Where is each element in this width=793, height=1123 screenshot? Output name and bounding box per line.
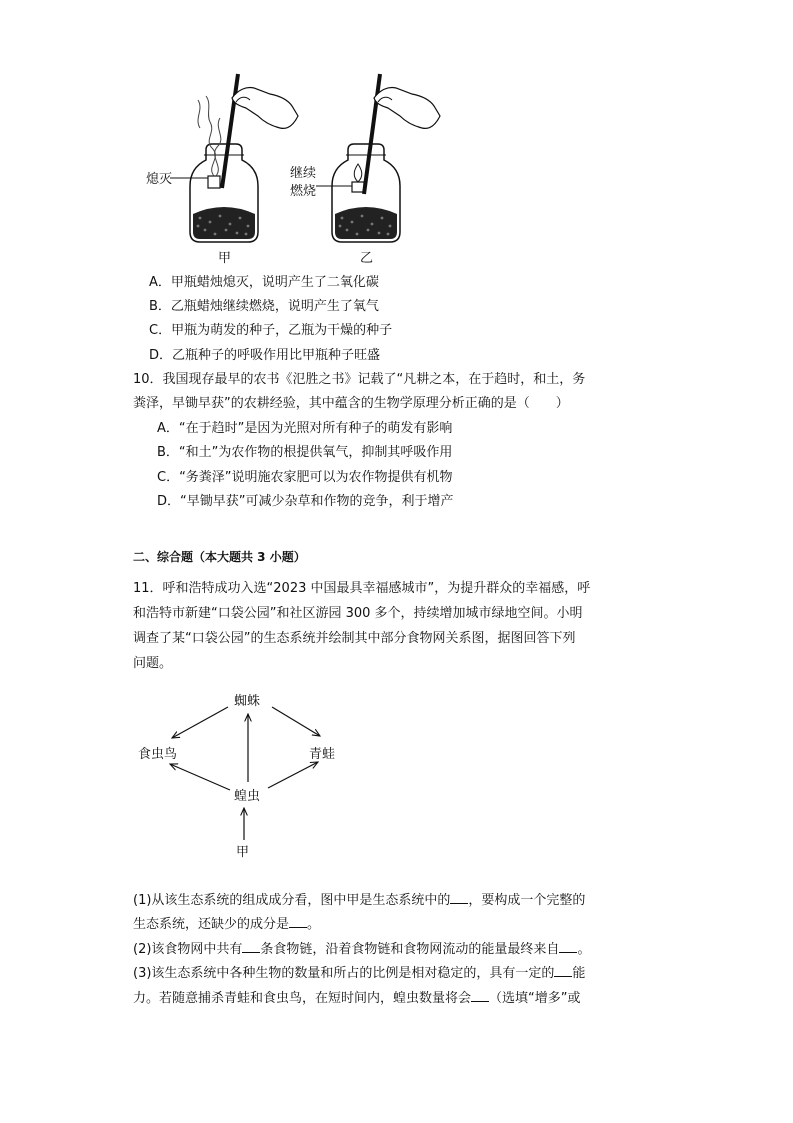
- node-locust: 蝗虫: [234, 789, 261, 804]
- section-heading: 二、综合题（本大题共 3 小题）: [133, 550, 306, 564]
- q11-sub1-text-b: ，要构成一个完整的: [468, 893, 586, 908]
- arrow-locust-to-bird: [170, 764, 230, 790]
- arrow-locust-to-frog: [268, 762, 318, 788]
- answer-blank-4[interactable]: [559, 939, 577, 953]
- q11-sub3-line1: [133, 963, 585, 983]
- q9-option-a: A．甲瓶蜡烛熄灭，说明产生了二氧化碳: [149, 275, 379, 290]
- answer-blank-1[interactable]: [450, 890, 468, 904]
- q11-sub3-text-a: (3)该生态系统中各种生物的数量和所占的比例是相对稳定的，具有一定的: [133, 966, 555, 981]
- callout-left-label: 熄灭: [146, 172, 173, 187]
- q11-sub3-text-d: （选填“增多”或: [489, 991, 581, 1006]
- answer-blank-5[interactable]: [554, 963, 572, 977]
- q11-stem-line3: 调查了某“口袋公园”的生态系统并绘制其中部分食物网关系图，据图回答下列: [133, 631, 576, 646]
- node-jia: 甲: [236, 845, 250, 860]
- q11-sub2-text-c: 。: [577, 942, 591, 957]
- q11-sub1-text-d: 。: [307, 917, 321, 932]
- q10-stem-line2: 粪泽，早锄早获”的农耕经验，其中蕴含的生物学原理分析正确的是（ ）: [133, 396, 569, 411]
- q11-stem-line4: 问题。: [133, 656, 173, 671]
- q11-sub3-text-c: 力。若随意捕杀青蛙和食虫鸟，在短时间内，蝗虫数量将会: [133, 991, 472, 1006]
- jar-left: [170, 74, 298, 242]
- q9-option-c: C．甲瓶为萌发的种子，乙瓶为干燥的种子: [149, 323, 393, 338]
- q11-sub3-text-b: 能: [572, 966, 586, 981]
- q11-sub1-line1: [133, 890, 585, 910]
- jar-left-label: 甲: [218, 251, 232, 266]
- callout-right-line1: 继续: [290, 166, 317, 181]
- q11-sub1-line2: [133, 914, 320, 934]
- q11-sub1-text-c: 生态系统，还缺少的成分是: [133, 917, 290, 932]
- jars-experiment-figure: [0, 0, 793, 270]
- node-insectivorous-bird: 食虫鸟: [138, 747, 178, 762]
- q11-sub2-text-b: 条食物链，沿着食物链和食物网流动的能量最终来自: [260, 942, 560, 957]
- node-spider: 蜘蛛: [234, 694, 261, 709]
- q10-option-b: B．“和土”为农作物的根提供氧气，抑制其呼吸作用: [157, 445, 453, 460]
- answer-blank-2[interactable]: [289, 914, 307, 928]
- arrow-spider-to-frog: [272, 707, 320, 736]
- q11-sub2-line: [133, 939, 590, 959]
- q9-option-d: D．乙瓶种子的呼吸作用比甲瓶种子旺盛: [149, 348, 381, 363]
- q9-option-b: B．乙瓶蜡烛继续燃烧，说明产生了氧气: [149, 299, 379, 314]
- q10-option-c: C．“务粪泽”说明施农家肥可以为农作物提供有机物: [157, 470, 453, 485]
- jar-right: [316, 74, 440, 242]
- q11-stem-line1: 11．呼和浩特成功入选“2023 中国最具幸福感城市”，为提升群众的幸福感，呼: [133, 581, 591, 596]
- q10-option-a: A．“在于趋时”是因为光照对所有种子的萌发有影响: [157, 421, 453, 436]
- q10-option-d: D．“早锄早获”可减少杂草和作物的竞争，利于增产: [157, 494, 454, 509]
- answer-blank-6[interactable]: [471, 988, 489, 1002]
- callout-right-line2: 燃烧: [290, 184, 317, 199]
- jar-right-label: 乙: [360, 251, 374, 266]
- arrow-spider-to-bird: [172, 707, 228, 738]
- q10-stem-line1: 10．我国现存最早的农书《氾胜之书》记载了“凡耕之本，在于趋时，和土，务: [133, 372, 586, 387]
- node-frog: 青蛙: [309, 747, 336, 762]
- answer-blank-3[interactable]: [242, 939, 260, 953]
- q11-sub2-text-a: (2)该食物网中共有: [133, 942, 243, 957]
- q11-sub3-line2: [133, 988, 581, 1008]
- q11-stem-line2: 和浩特市新建“口袋公园”和社区游园 300 多个，持续增加城市绿地空间。小明: [133, 606, 583, 621]
- q11-sub1-text-a: (1)从该生态系统的组成成分看，图中甲是生态系统中的: [133, 893, 451, 908]
